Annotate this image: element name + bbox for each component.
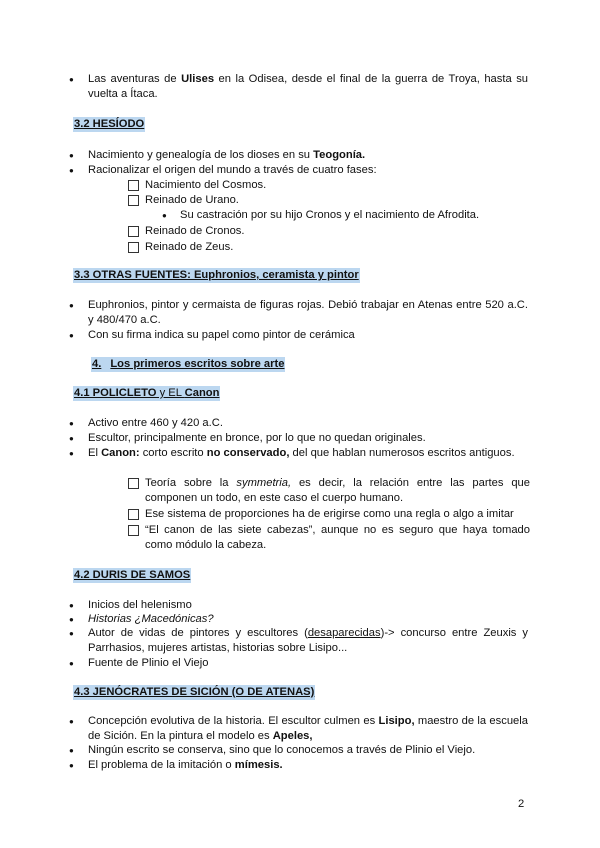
heading-policleto: 4.1 POLICLETO y EL Canon [74,387,220,399]
heading-hesiodo: 3.2 HESÍODO [74,118,145,130]
heading-section-4: 4. Los primeros escritos sobre arte [92,358,285,370]
checkbox-item-proporciones: Ese sistema de proporciones ha de erigirse como una regla o algo a imitar [145,507,530,522]
checkbox-item-zeus: Reinado de Zeus. [145,241,234,253]
list-item-firma: ● Con su firma indica su papel como pintor de cerámica [88,328,528,343]
list-item-autor: ● Autor de vidas de pintores y escultores (desaparecidas)-> concurso entre Zeuxis y Parrhasios, mujeres artistas, historias sobre Lisipo... [88,626,528,656]
list-item-teogonia: ● Nacimiento y genealogía de los dioses en su Teogonía. [88,148,528,163]
heading-jenocrates: 4.3 JENÓCRATES DE SICIÓN (O DE ATENAS) [74,686,315,698]
bold-ulises: Ulises [181,73,215,85]
heading-duris: 4.2 DURIS DE SAMOS [74,569,191,581]
list-item-historias: ● Historias ¿Macedónicas? [88,612,528,627]
checkbox-item-siete-cabezas: “El canon de las siete cabezas”, aunque no es seguro que haya tomado como módulo la cabeza. [145,524,530,551]
sub-item-castracion: ● Su castración por su hijo Cronos y el nacimiento de Afrodita. [180,208,479,223]
page-number: 2 [518,798,525,810]
list-item-helenismo: ● Inicios del helenismo [88,598,528,613]
list-item-ningun-escrito: ● Ningún escrito se conserva, sino que lo conocemos a través de Plinio el Viejo. [88,743,528,758]
list-item-mimesis: ● El problema de la imitación o mímesis. [88,758,528,773]
list-item-racionalizar: ● Racionalizar el origen del mundo a través de cuatro fases: [88,163,528,178]
list-item-euphronios: ● Euphronios, pintor y cermaista de figuras rojas. Debió trabajar en Atenas entre 520 a.C. y 480/470 a.C. [88,298,528,328]
list-item-plinio: ● Fuente de Plinio el Viejo [88,656,528,671]
checkbox-item-symmetria: Teoría sobre la symmetria, es decir, la relación entre las partes que componen un todo, en este caso el cuerpo humano. [145,477,531,504]
list-item-activo: ● Activo entre 460 y 420 a.C. [88,416,528,431]
list-item-ulises: ● Las aventuras de Ulises en la Odisea, desde el final de la guerra de Troya, hasta su vuelta a Ítaca. [88,72,528,102]
heading-otras-fuentes: 3.3 OTRAS FUENTES: Euphronios, ceramista y pintor [74,269,359,281]
list-item-concepcion: ● Concepción evolutiva de la historia. El escultor culmen es Lisipo, maestro de la escuela de Sición. En la pintura el modelo es Apeles, [88,714,528,744]
list-item-canon: ● El Canon: corto escrito no conservado, del que hablan numerosos escritos antiguos. [88,446,528,461]
checkbox-item-urano: Reinado de Urano. [145,194,239,206]
checkbox-item-cronos: Reinado de Cronos. [145,225,245,237]
checkbox-item-cosmos: Nacimiento del Cosmos. [145,179,267,191]
list-item-escultor: ● Escultor, principalmente en bronce, por lo que no quedan originales. [88,431,528,446]
